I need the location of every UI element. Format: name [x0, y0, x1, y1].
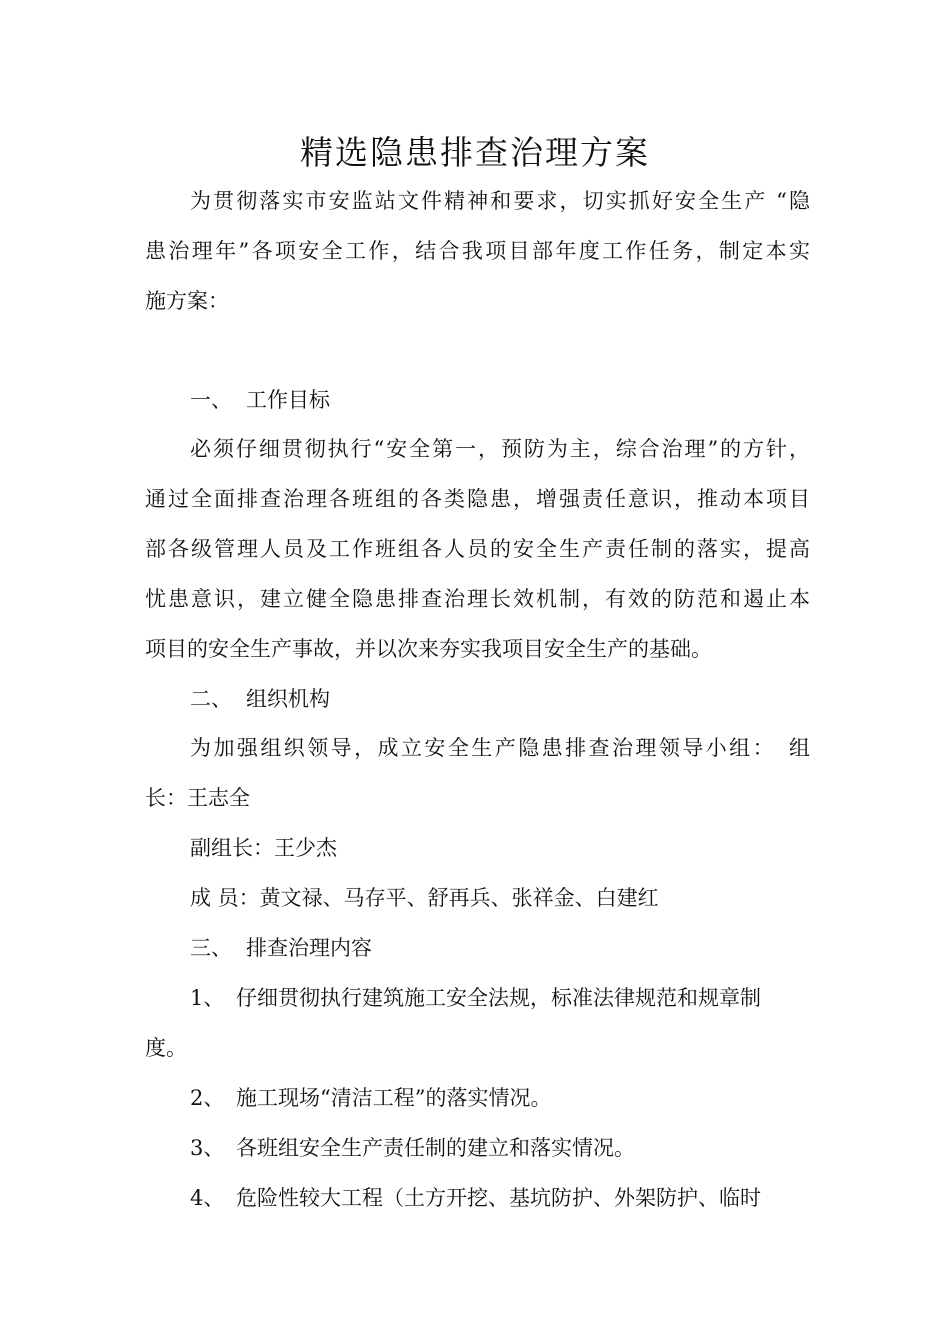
list-item-text: 仔细贯彻执行建筑施工安全法规，标准法律规范和规章制	[236, 986, 761, 1010]
list-item-number: 1、	[190, 986, 225, 1010]
paragraph-line: 项目的安全生产事故，并以次来夯实我项目安全生产的基础。	[145, 637, 712, 661]
paragraph-line: 部各级管理人员及工作班组各人员的安全生产责任制的落实，提高	[145, 537, 810, 561]
list-item-number: 3、	[190, 1136, 225, 1160]
list-item	[190, 1083, 810, 1113]
list-item	[190, 1183, 810, 1213]
list-item-number: 2、	[190, 1086, 225, 1110]
intro-line-3: 施方案：	[145, 289, 229, 313]
members-line: 成 员：黄文禄、马存平、舒再兵、张祥金、白建红	[190, 886, 659, 910]
list-item-text: 各班组安全生产责任制的建立和落实情况。	[236, 1136, 635, 1160]
section-heading-2	[190, 684, 810, 714]
section-title: 工作目标	[246, 388, 330, 412]
paragraph-line: 度。	[145, 1036, 187, 1060]
list-item	[190, 1133, 810, 1163]
intro-line-2: 患治理年”各项安全工作，结合我项目部年度工作任务，制定本实	[145, 239, 810, 263]
paragraph-line: 长：王志全	[145, 786, 250, 810]
paragraph-line: 为加强组织领导，成立安全生产隐患排查治理领导小组： 组	[190, 736, 810, 760]
section-number: 二、	[190, 687, 232, 711]
deputy-leader-line: 副组长：王少杰	[190, 836, 337, 860]
list-item-number: 4、	[190, 1186, 225, 1210]
section-heading-3	[190, 933, 810, 963]
section-number: 三、	[190, 936, 232, 960]
section-heading-1	[190, 385, 810, 415]
paragraph-line: 必须仔细贯彻执行“安全第一，预防为主，综合治理”的方针，	[190, 437, 810, 461]
list-item	[190, 983, 810, 1013]
list-item-text: 危险性较大工程（土方开挖、基坑防护、外架防护、临时	[236, 1186, 761, 1210]
paragraph-line: 通过全面排查治理各班组的各类隐患，增强责任意识，推动本项目	[145, 487, 810, 511]
section-title: 排查治理内容	[246, 936, 372, 960]
document-title: 精选隐患排查治理方案	[300, 133, 650, 172]
list-item-text: 施工现场“清洁工程”的落实情况。	[236, 1086, 552, 1110]
section-title: 组织机构	[246, 687, 330, 711]
intro-line-1: 为贯彻落实市安监站文件精神和要求，切实抓好安全生产 “隐	[190, 189, 810, 213]
paragraph-line: 忧患意识，建立健全隐患排查治理长效机制，有效的防范和遏止本	[145, 587, 810, 611]
section-number: 一、	[190, 388, 232, 412]
